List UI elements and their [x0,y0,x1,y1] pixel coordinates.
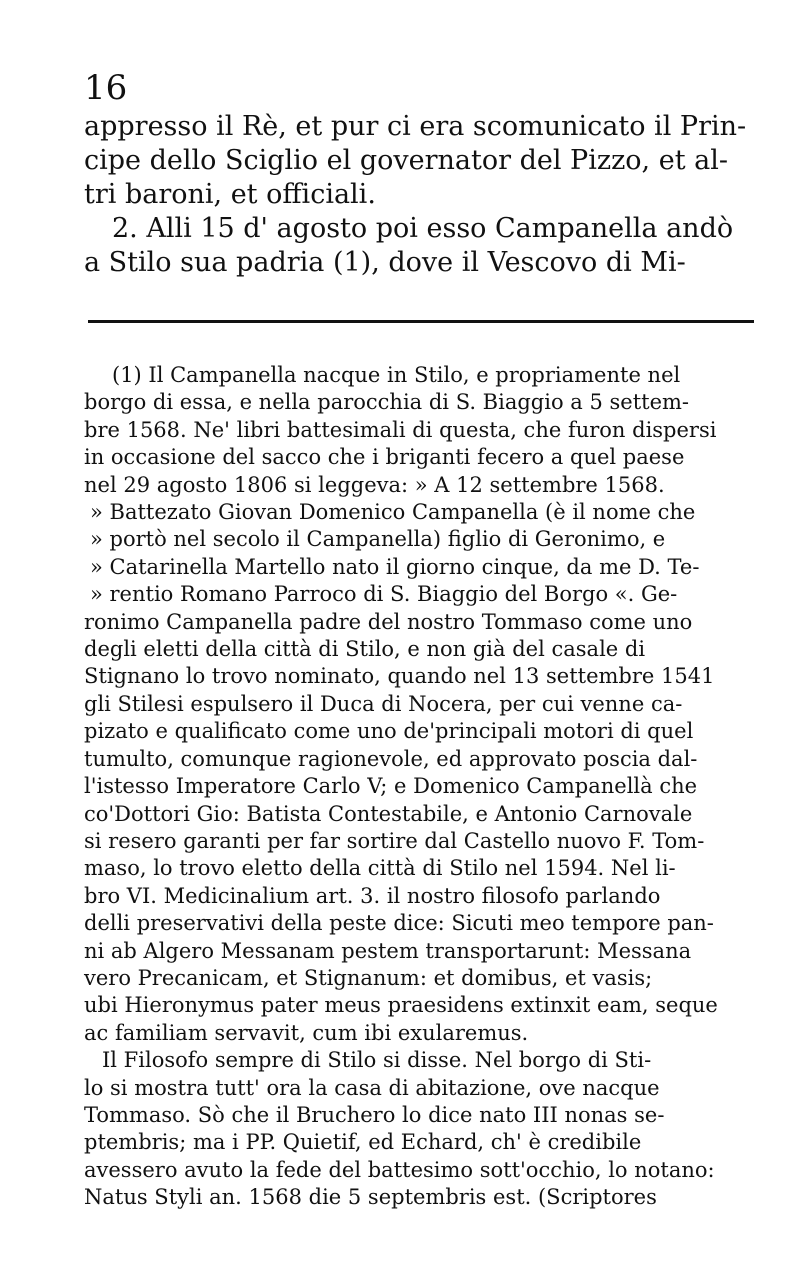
footnote-line: gli Stilesi espulsero il Duca di Nocera, per cui venne ca- [84,691,683,716]
footnote-line: Il Filosofo sempre di Stilo si disse. Nel borgo di Sti- [102,1048,652,1073]
footnote-separator-rule [88,320,754,323]
footnote [84,362,754,1212]
text-line: appresso il Rè, et pur ci era scomunicato il Prin- [84,111,747,142]
footnote-line: borgo di essa, e nella parocchia di S. Biaggio a 5 settem- [84,390,690,415]
footnote-line: » rentio Romano Parroco di S. Biaggio del Borgo «. Ge- [90,582,678,607]
footnote-line: co'Dottori Gio: Batista Contestabile, e Antonio Carnovale [84,801,693,826]
footnote-line: Stignano lo trovo nominato, quando nel 13 settembre 1541 [84,664,715,689]
text-line: a Stilo sua padria (1), dove il Vescovo di Mi- [84,247,686,278]
main-text [84,110,752,280]
footnote-line: avessero avuto la fede del battesimo sott'occhio, lo notano: [84,1157,715,1182]
footnote-line: bro VI. Medicinalium art. 3. il nostro filosofo parlando [84,883,661,908]
footnote-line: vero Precanicam, et Stignanum: et domibus, et vasis; [84,965,653,990]
footnote-line: degli eletti della città di Stilo, e non già del casale di [84,637,646,662]
footnote-line: nel 29 agosto 1806 si leggeva: » A 12 settembre 1568. [84,472,665,497]
footnote-line: bre 1568. Ne' libri battesimali di questa, che furon dispersi [84,417,717,442]
footnote-line: ubi Hieronymus pater meus praesidens extinxit eam, seque [84,993,718,1018]
text-line: cipe dello Sciglio el governator del Pizzo, et al- [84,145,728,176]
footnote-line: tumulto, comunque ragionevole, ed approvato poscia dal- [84,746,698,771]
footnote-line: (1) Il Campanella nacque in Stilo, e propriamente nel [112,363,681,387]
footnote-line: in occasione del sacco che i briganti fecero a quel paese [84,445,685,470]
footnote-line: ronimo Campanella padre del nostro Tommaso come uno [84,609,693,634]
footnote-line: si resero garanti per far sortire dal Castello nuovo F. Tom- [84,828,705,853]
text-line: 2. Alli 15 d' agosto poi esso Campanella andò [112,213,734,244]
footnote-line: delli preservativi della peste dice: Sicuti meo tempore pan- [84,911,714,936]
footnote-line: ac familiam servavit, cum ibi exularemus. [84,1020,529,1045]
text-line: tri baroni, et officiali. [84,179,376,210]
footnote-line: pizato e qualificato come uno de'principali motori di quel [84,719,694,744]
footnote-line: » Catarinella Martello nato il giorno cinque, da me D. Te- [90,554,700,579]
footnote-line: ni ab Algero Messanam pestem transportarunt: Messana [84,938,692,963]
footnote-line: » Battezato Giovan Domenico Campanella (è il nome che [90,500,696,525]
footnote-line: Natus Styli an. 1568 die 5 septembris est. (Scriptores [84,1185,657,1210]
footnote-line: » portò nel secolo il Campanella) figlio di Geronimo, e [90,527,666,552]
footnote-line: l'istesso Imperatore Carlo V; e Domenico Campanellà che [84,774,698,799]
footnote-line: ptembris; ma i PP. Quietif, ed Echard, ch' è credibile [84,1130,642,1155]
footnote-line: Tommaso. Sò che il Bruchero lo dice nato III nonas se- [84,1102,665,1127]
footnote-line: maso, lo trovo eletto della città di Stilo nel 1594. Nel li- [84,856,676,881]
footnote-line: lo si mostra tutt' ora la casa di abitazione, ove nacque [84,1075,660,1100]
page-number: 16 [84,68,128,108]
